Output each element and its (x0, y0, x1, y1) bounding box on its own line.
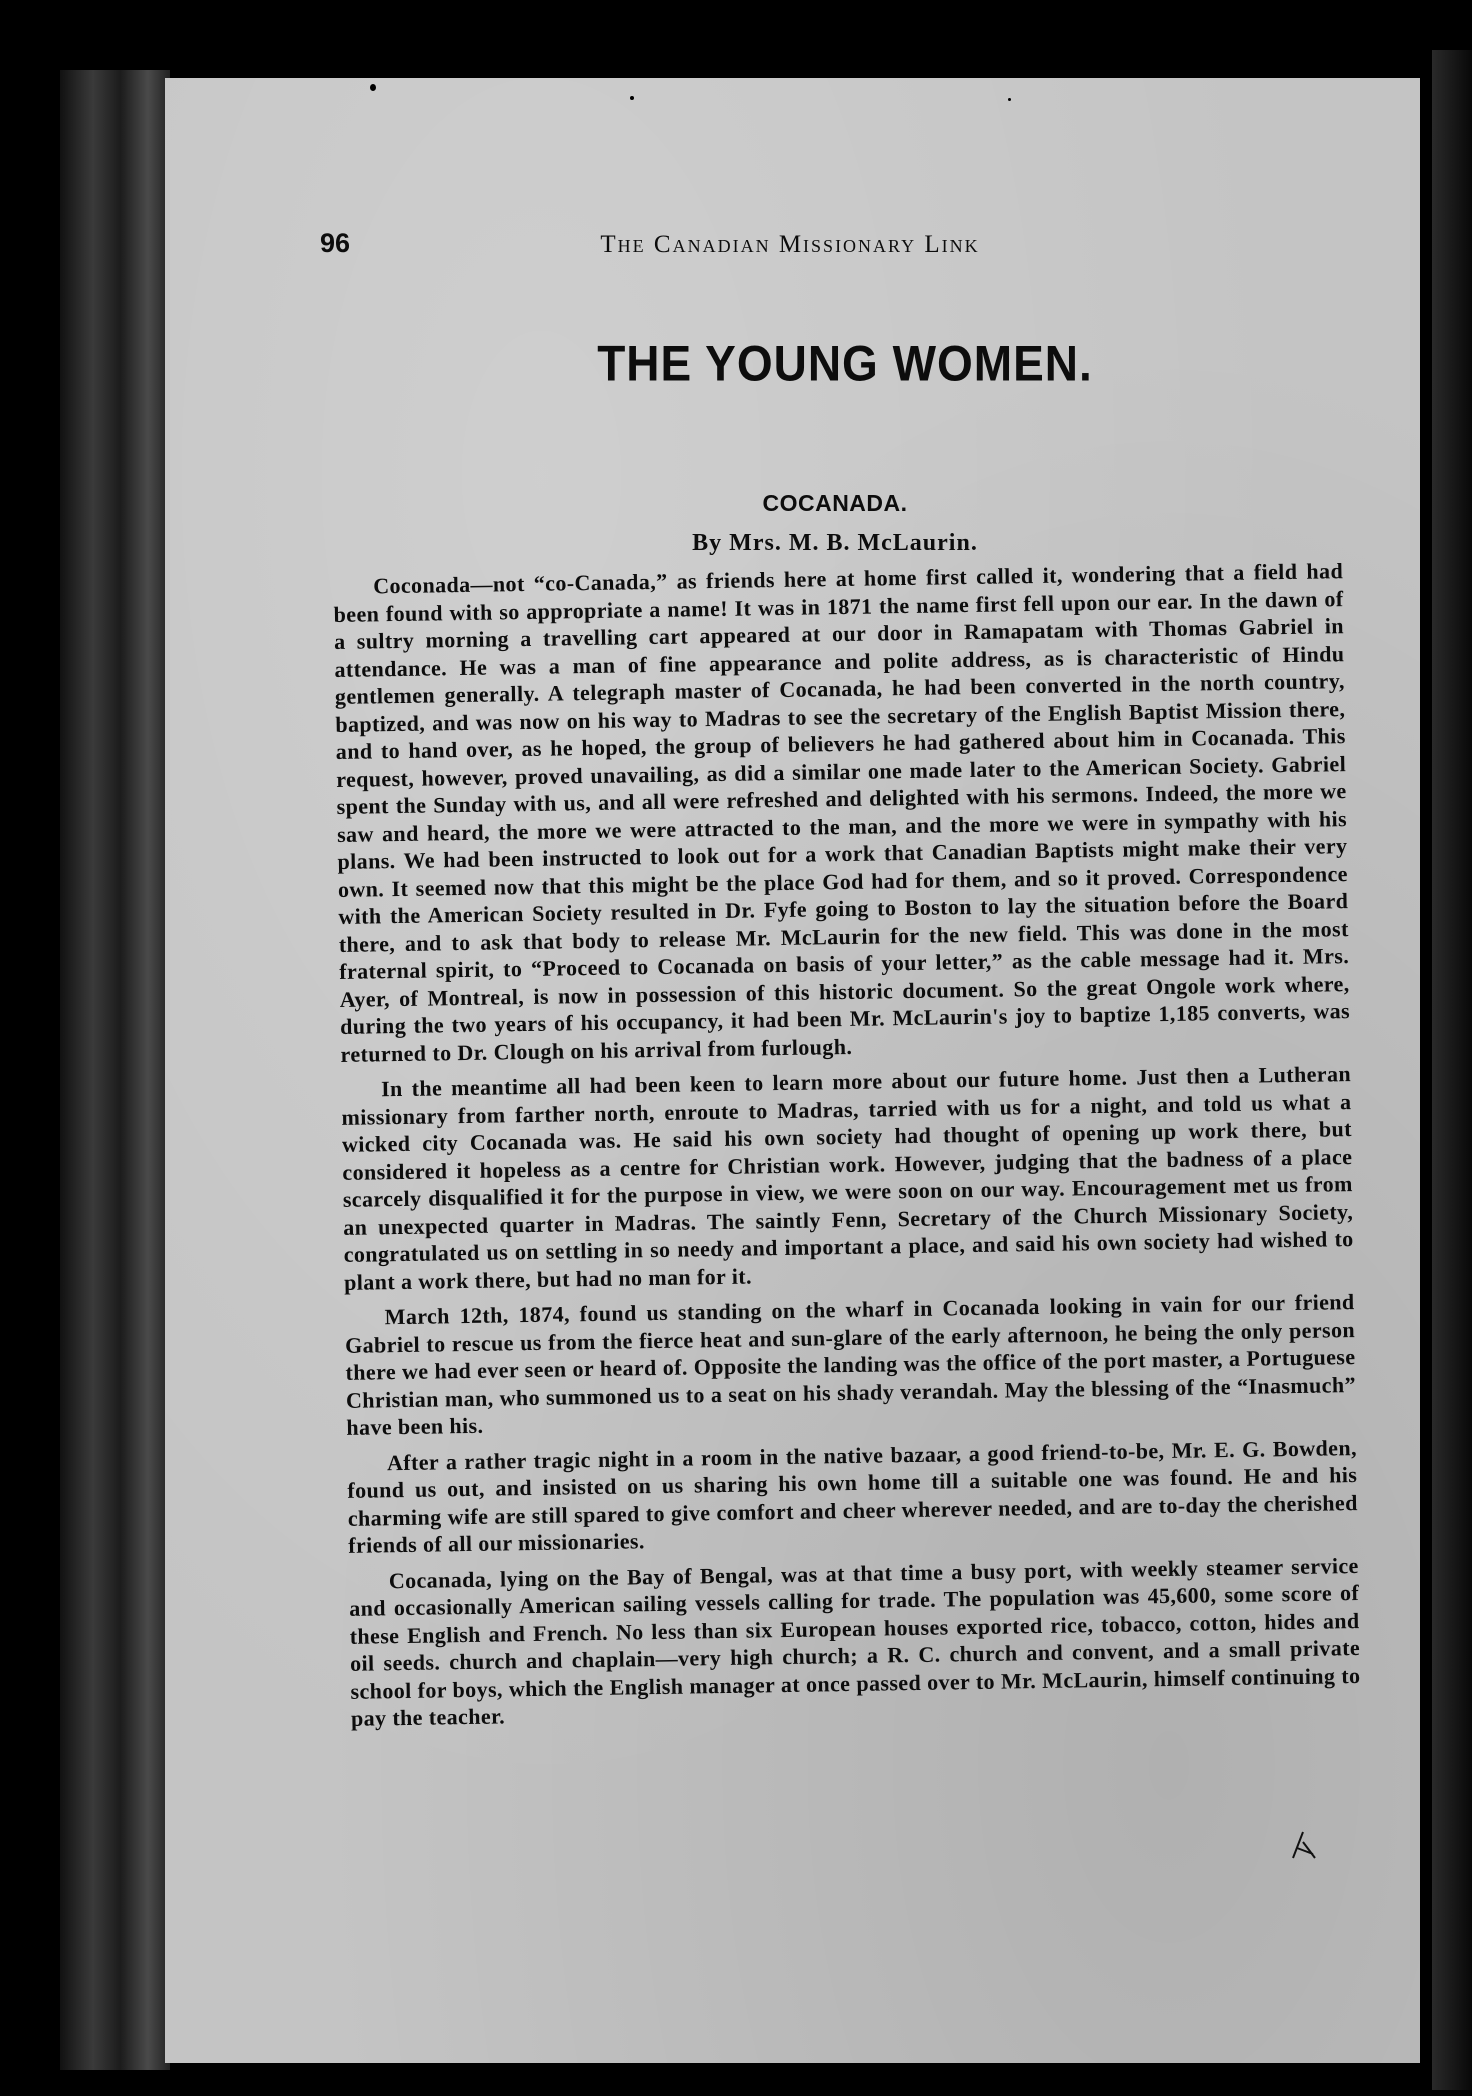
page-right-edge (1432, 50, 1472, 2090)
journal-title: The Canadian Missionary Link (600, 231, 980, 258)
paragraph: After a rather tragic night in a room in the native bazaar, a good friend-to-be, Mr. E. G. Bowden, found us out, and insisted on us sharing his own home till a suitable one was found. He and his charming wife are still spared to give comfort and cheer wherever needed, and are to-day the cherished friends of all our missionaries. (347, 1434, 1358, 1558)
paragraph: March 12th, 1874, found us standing on the wharf in Cocanada looking in vain for our friend Gabriel to rescue us from the fierce heat and sun-glare of the early afternoon, he being the only person there we had ever seen or heard of. Opposite the landing was the office of the port master, a Portuguese Christian man, who summoned us to a seat on his shady verandah. May the blessing of the “Inasmuch” have been his. (344, 1289, 1357, 1440)
scan-speck (630, 96, 634, 100)
paragraph: Coconada—not “co-Canada,” as friends here at home first called it, wondering that a field had been found with so appropriate a name! It was in 1871 the name first fell upon our ear. In the dawn of a sultry morning a travelling cart appeared at our door in Ramapatam with Thomas Gabriel in attendance. He was a man of fine appearance and polite address, as is characteristic of Hindu gentlemen generally. A telegraph master of Cocanada, he had been converted in the north country, baptized, and was now on his way to Madras to see the secretary of the English Baptist Mission there, and to hand over, as he hoped, the group of believers he had gathered about him in Cocanada. This request, however, proved unavailing, as did a similar one made later to the American Society. Gabriel spent the Sunday with us, and all were refreshed and delighted with his sermons. Indeed, the more we saw and heard, the more we were attracted to the man, and the more we were in sympathy with his plans. We had been instructed to look out for a work that Canadian Baptists might make their very own. It seemed now that this might be the place God had for them, and so it proved. Correspondence with the American Society resulted in Dr. Fyfe going to Boston to lay the situation before the Board there, and to ask that body to release Mr. McLaurin for the new field. This was done in the most fraternal spirit, to “Proceed to Cocanada on basis of your letter,” as the cable message had it. Mrs. Ayer, of Montreal, is now in possession of this historic document. So the great Ongole work where, during the two years of his occupancy, it had been Mr. McLaurin's joy to baptize 1,185 converts, was returned to Dr. Clough on his arrival from furlough. (333, 558, 1351, 1067)
section-title: THE YOUNG WOMEN. (597, 334, 1093, 392)
book-binding-edge (60, 70, 170, 2070)
page-number: 96 (320, 228, 351, 258)
paragraph: Cocanada, lying on the Bay of Bengal, was at that time a busy port, with weekly steamer service and occasionally American sailing vessels calling for trade. The population was 45,600, some score of these English and French. No less than six European houses exported rice, tobacco, cotton, hides and oil seeds. church and chaplain—very high church; a R. C. church and convent, and a small private school for boys, which the English manager at once passed over to Mr. McLaurin, himself continuing to pay the teacher. (349, 1552, 1361, 1731)
handwritten-mark (1287, 1828, 1321, 1862)
article-body (333, 557, 1361, 1740)
article-title: COCANADA. (762, 490, 908, 516)
scan-speck (370, 84, 376, 91)
paragraph: In the meantime all had been keen to learn more about our future home. Just then a Lutheran missionary from farther north, enroute to Madras, tarried with us for a night, and told us what a wicked city Cocanada was. He said his own society had thought of opening up work there, but considered it hopeless as a centre for Christian work. However, judging that the badness of a place scarcely disqualified it for the purpose in view, we were soon on our way. Encouragement met us from an unexpected quarter in Madras. The saintly Fenn, Secretary of the Church Missionary Society, congratulated us on settling in so needy and important a place, and said his own society had wished to plant a work there, but had no man for it. (341, 1061, 1354, 1295)
document-page (165, 78, 1420, 2063)
scan-speck (1008, 98, 1011, 101)
article-byline: By Mrs. M. B. McLaurin. (692, 530, 978, 556)
running-head (320, 228, 1255, 259)
